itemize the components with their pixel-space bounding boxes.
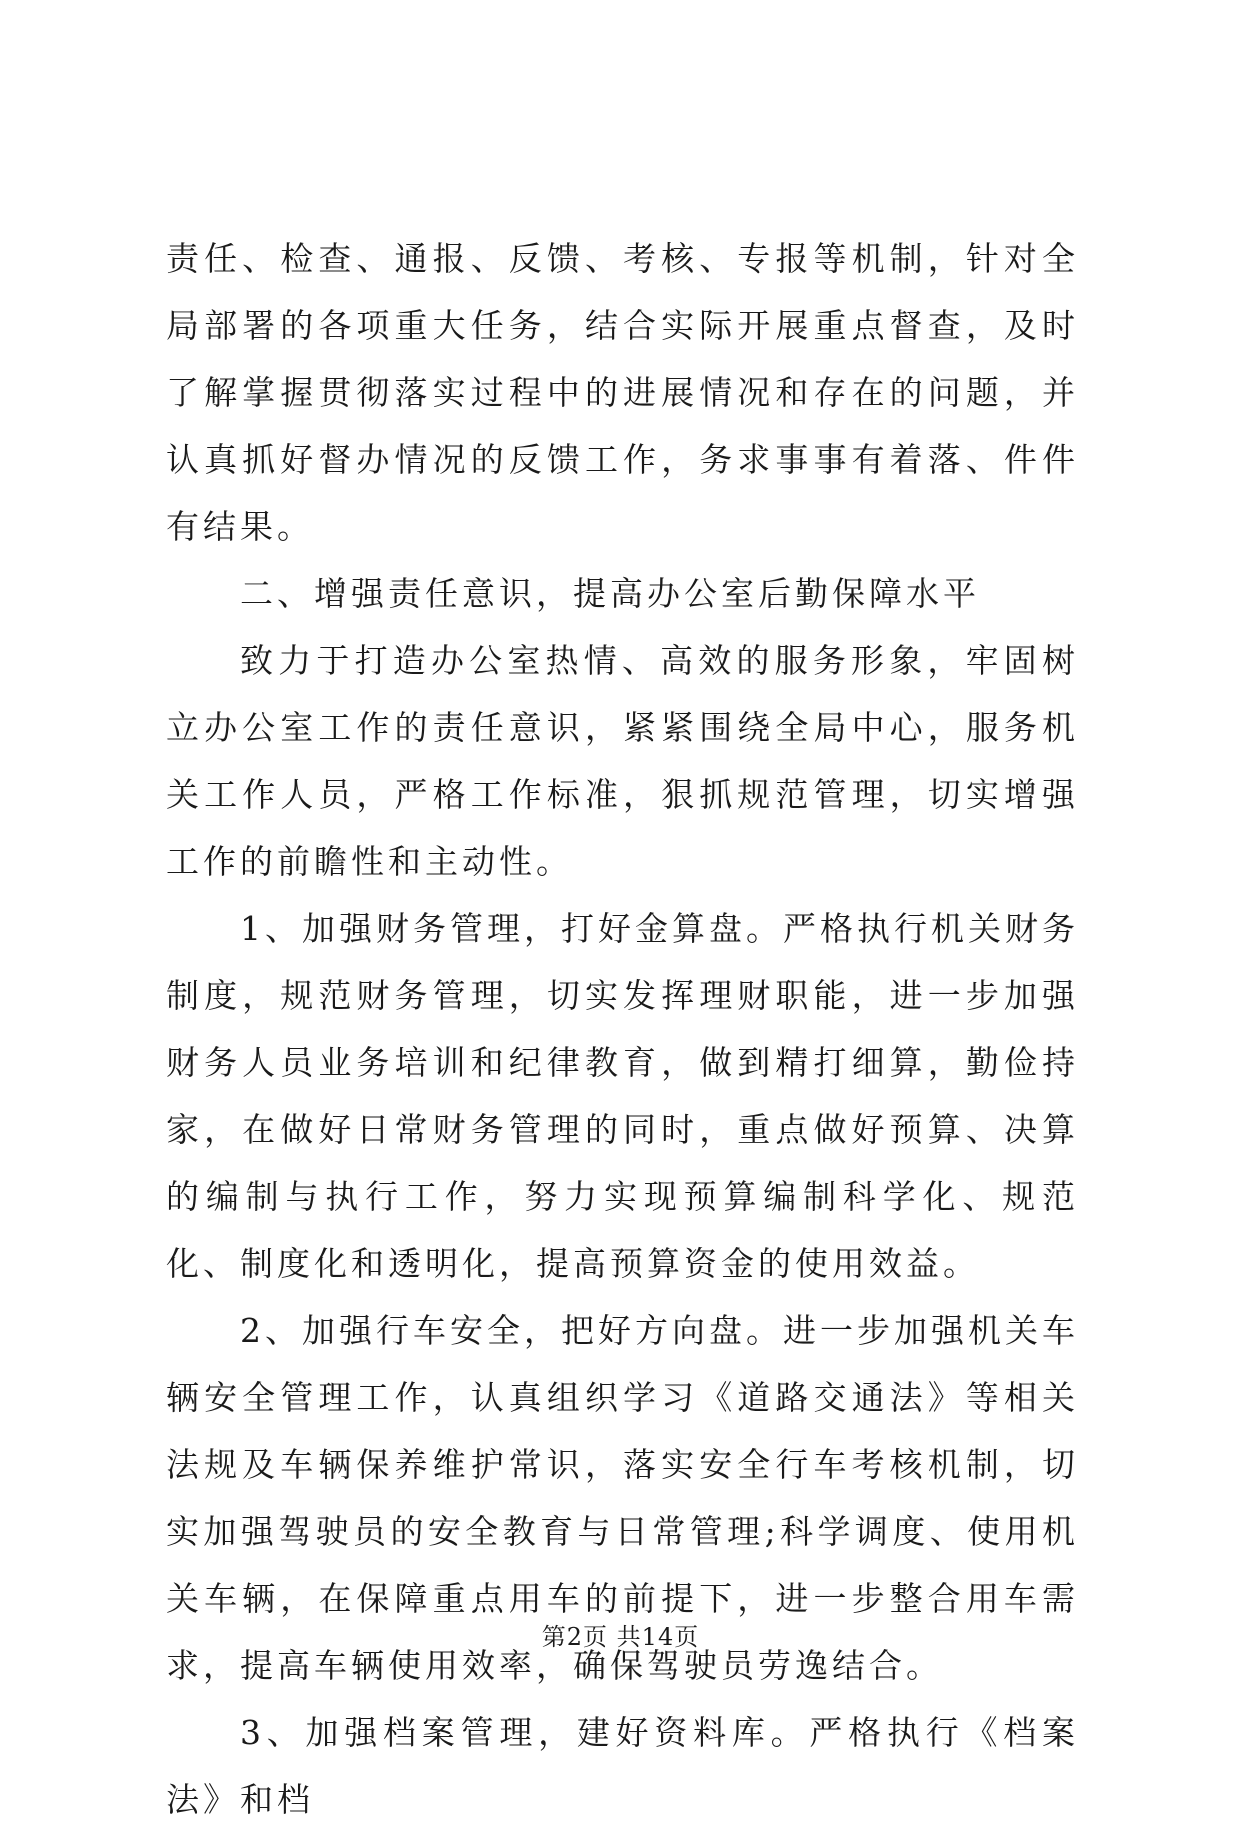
- paragraph-item-1: 1、加强财务管理，打好金算盘。严格执行机关财务制度，规范财务管理，切实发挥理财职能，进一步加强财务人员业务培训和纪律教育，做到精打细算，勤俭持家，在做好日常财务管理的同时，重点做好预算、决算的编制与执行工作，努力实现预算编制科学化、规范化、制度化和透明化，提高预算资金的使用效益。: [166, 909, 1079, 1283]
- paragraph-section-intro: 致力于打造办公室热情、高效的服务形象，牢固树立办公室工作的责任意识，紧紧围绕全局中心，服务机关工作人员，严格工作标准，狠抓规范管理，切实增强工作的前瞻性和主动性。: [166, 641, 1079, 881]
- page-number-footer: 第2页 共14页: [541, 1623, 700, 1651]
- section-heading: 二、增强责任意识，提高办公室后勤保障水平: [240, 574, 980, 613]
- paragraph-continued: 责任、检查、通报、反馈、考核、专报等机制，针对全局部署的各项重大任务，结合实际开展重点督查，及时了解掌握贯彻落实过程中的进展情况和存在的问题，并认真抓好督办情况的反馈工作，务求事事有着落、件件有结果。: [166, 239, 1079, 546]
- document-body: [166, 225, 1079, 1833]
- paragraph-item-3: 3、加强档案管理，建好资料库。严格执行《档案法》和档: [166, 1713, 1079, 1819]
- paragraph-item-2: 2、加强行车安全，把好方向盘。进一步加强机关车辆安全管理工作，认真组织学习《道路交通法》等相关法规及车辆保养维护常识，落实安全行车考核机制，切实加强驾驶员的安全教育与日常管理;科学调度、使用机关车辆，在保障重点用车的前提下，进一步整合用车需求，提高车辆使用效率，确保驾驶员劳逸结合。: [166, 1311, 1079, 1685]
